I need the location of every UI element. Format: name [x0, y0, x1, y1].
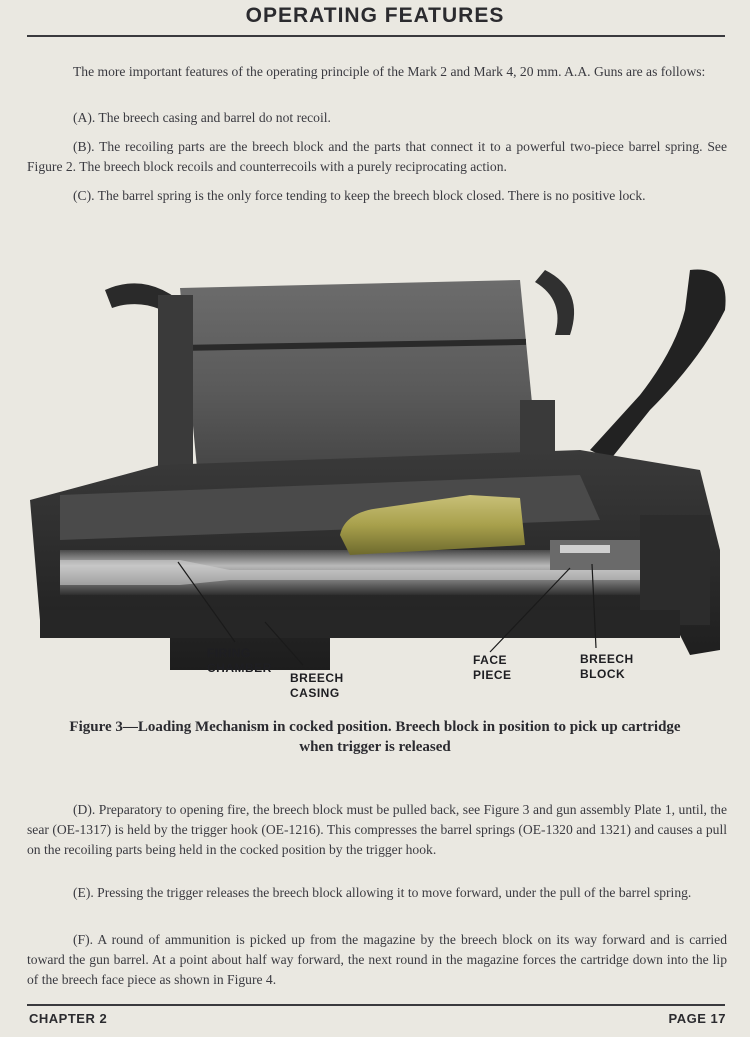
breech-block-label: BREECH BLOCK: [580, 652, 634, 681]
paragraph-c: (C). The barrel spring is the only force tending to keep the breech block closed. There is no positive lock.: [73, 188, 646, 203]
paragraph-f: (F). A round of ammunition is picked up from the magazine by the breech block on its way forward and is carried toward the gun barrel. At a point about half way forward, the next round in the magazine forces the cartridge down into the lip of the breech face piece as shown in Figure 4.: [27, 932, 727, 987]
header-rule: [27, 35, 725, 37]
chapter-label: CHAPTER 2: [29, 1011, 108, 1026]
page-title: OPERATING FEATURES: [245, 4, 505, 27]
loading-mechanism-figure: [0, 250, 750, 710]
breech-casing-label: BREECH CASING: [290, 671, 344, 700]
face-piece-label: FACE PIECE: [473, 653, 512, 682]
firing-chamber-label: FIRING CHAMBER: [207, 646, 272, 675]
paragraph-e: (E). Pressing the trigger releases the breech block allowing it to move forward, under the pull of the barrel spring.: [73, 885, 692, 900]
paragraph-a: (A). The breech casing and barrel do not recoil.: [73, 110, 331, 125]
intro-paragraph: The more important features of the operating principle of the Mark 2 and Mark 4, 20 mm. A.A. Guns are as follows:: [73, 64, 706, 79]
figure-caption: Figure 3—Loading Mechanism in cocked position. Breech block in position to pick up cartridge when trigger is released: [69, 719, 681, 755]
paragraph-d: (D). Preparatory to opening fire, the breech block must be pulled back, see Figure 3 and gun assembly Plate 1, until, the sear (OE-1317) is held by the trigger hook (OE-1216). This compresses the barrel springs (OE-1320 and 1321) and causes a pull on the recoiling parts being held in the cocked position by the trigger hook.: [27, 802, 727, 857]
page-number: PAGE 17: [668, 1011, 726, 1026]
paragraph-b: (B). The recoiling parts are the breech block and the parts that connect it to a powerful two-piece barrel spring. See Figure 2. The breech block recoils and counterrecoils with a purely reciprocating action.: [27, 139, 727, 174]
loading-mechanism-illustration: [0, 250, 750, 710]
footer-rule: [27, 1004, 725, 1006]
